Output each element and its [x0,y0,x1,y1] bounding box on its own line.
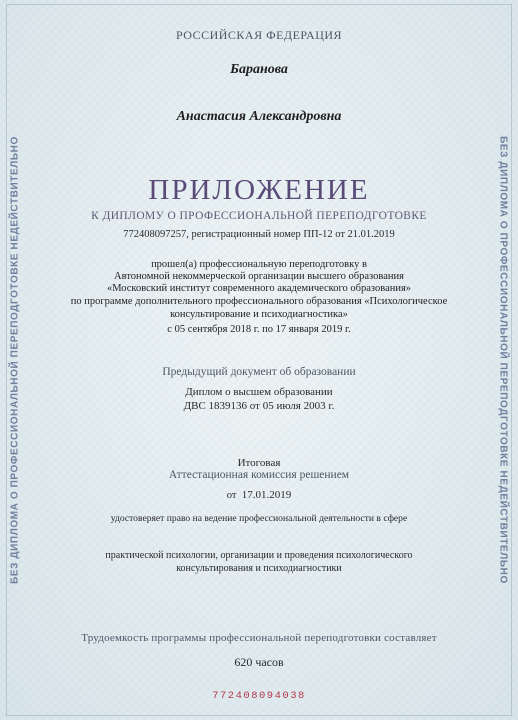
decision-date-prefix: от [226,490,237,501]
previous-document-type: Диплом о высшем образовании [185,386,333,398]
study-period: с 05 сентября 2018 г. по 17 января 2019 г. [167,324,351,335]
certifies-right-line: удостоверяет право на ведение профессиональной деятельности в сфере [110,513,408,524]
previous-document-label: Предыдущий документ об образовании [162,366,356,378]
document-title: ПРИЛОЖЕНИЕ [148,174,370,206]
document-subtitle: К ДИПЛОМУ О ПРОФЕССИОНАЛЬНОЙ ПЕРЕПОДГОТОВКЕ [91,210,427,222]
professional-field-line-2: консультирования и психодиагностики [176,563,342,574]
decision-date-value: 17.01.2019 [241,489,292,501]
country-heading: РОССИЙСКАЯ ФЕДЕРАЦИЯ [175,28,343,42]
body-line-3: «Московский институт современного академического образования» [106,283,412,294]
program-hours: 620 часов [234,655,284,669]
final-attestation-label: Итоговая [237,457,281,469]
right-side-text: БЕЗ ДИПЛОМА О ПРОФЕССИОНАЛЬНОЙ ПЕРЕПОДГОТОВКЕ НЕДЕЙСТВИТЕЛЬНО [497,136,509,584]
body-line-2: Автономной некоммерческой организации высшего образования [114,271,404,282]
body-line-5: консультирование и психодиагностика» [170,309,348,320]
left-side-text: БЕЗ ДИПЛОМА О ПРОФЕССИОНАЛЬНОЙ ПЕРЕПОДГОТОВКЕ НЕДЕЙСТВИТЕЛЬНО [9,136,21,584]
attestation-commission-label: Аттестационная комиссия решением [168,469,350,481]
holder-surname: Баранова [230,62,288,77]
registration-line: 772408097257, регистрационный номер ПП-12 от 21.01.2019 [123,229,395,240]
holder-given-names: Анастасия Александровна [176,109,342,124]
body-line-4: по программе дополнительного профессионального образования «Психологическое [70,296,448,307]
serial-number: 772408094038 [212,690,306,702]
previous-document-number: ДВС 1839136 от 05 июля 2003 г. [183,400,335,412]
decision-date-line [0,489,518,501]
professional-field-line-1: практической психологии, организации и проведения психологического [105,550,413,561]
labor-intensity-label: Трудоемкость программы профессиональной переподготовки составляет [81,632,437,644]
body-line-1: прошел(а) профессиональную переподготовку в [151,259,367,270]
